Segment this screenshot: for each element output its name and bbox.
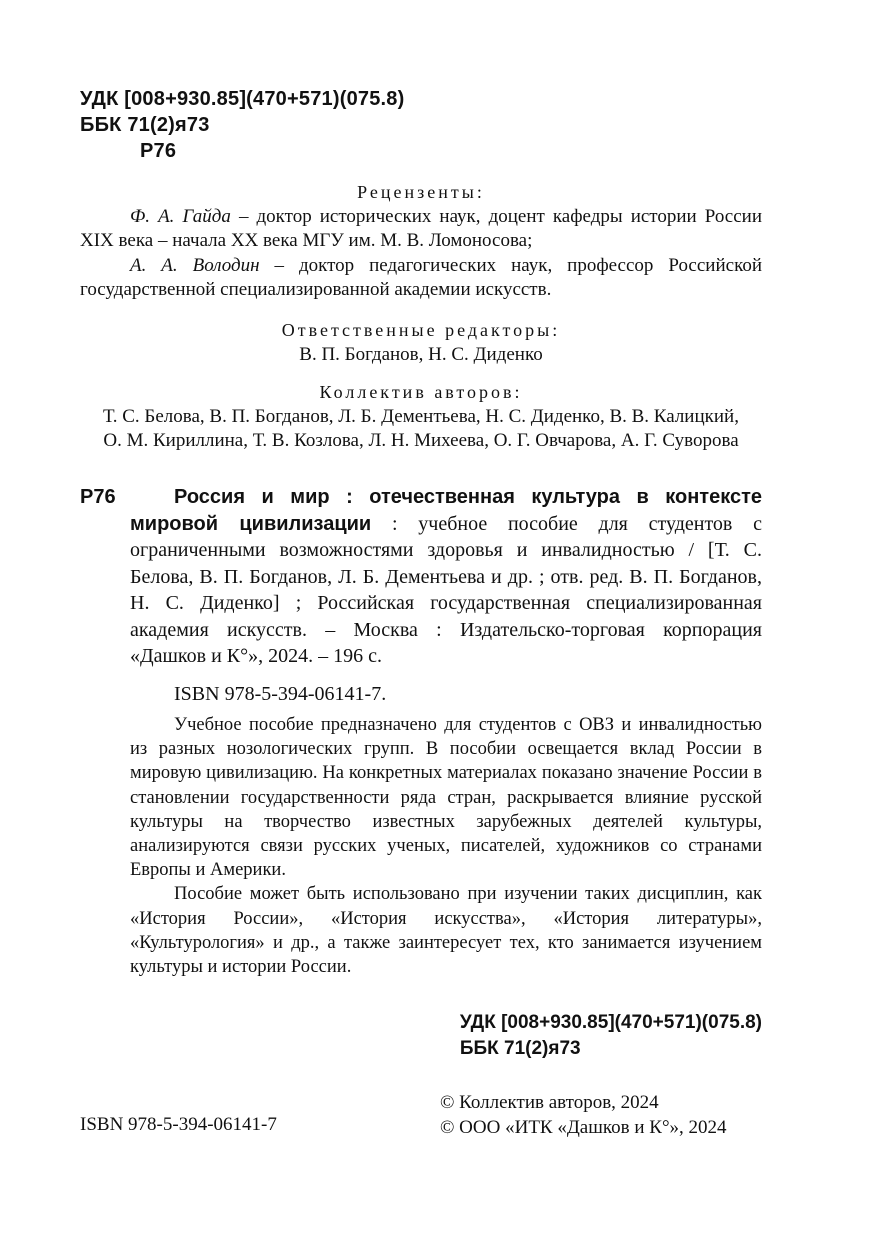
authors-heading: Коллектив авторов: bbox=[319, 382, 523, 402]
bibliographic-entry bbox=[80, 484, 762, 670]
author-sign: Р76 bbox=[140, 140, 177, 162]
udk-code: УДК [008+930.85](470+571)(075.8) bbox=[80, 88, 405, 110]
annotation-paragraph: Пособие может быть использовано при изучении таких дисциплин, как «История России», «История искусства», «История литературы», «Культурология» и др., а также заинтересует тех, кто занимается изучением культуры и истории России. bbox=[130, 884, 762, 978]
reviewers-section bbox=[80, 180, 762, 303]
copyright-block bbox=[440, 1090, 727, 1140]
entry-isbn: ISBN 978-5-394-06141-7. bbox=[174, 683, 387, 705]
entry-code: Р76 bbox=[80, 486, 116, 508]
udk-code: УДК [008+930.85](470+571)(075.8) bbox=[459, 1012, 762, 1033]
reviewer-name: А. А. Володин bbox=[130, 254, 260, 276]
reviewer-item bbox=[80, 254, 762, 303]
bbk-code: ББК 71(2)я73 bbox=[459, 1038, 581, 1059]
book-title: Россия и мир : отечественная культура в контексте мировой цивилизации bbox=[130, 486, 762, 535]
editors-heading: Ответственные редакторы: bbox=[281, 320, 561, 340]
copyright-publisher: © ООО «ИТК «Дашков и К°», 2024 bbox=[440, 1117, 727, 1138]
reviewers-heading: Рецензенты: bbox=[357, 182, 485, 202]
reviewer-item bbox=[80, 205, 762, 254]
annotation-paragraph: Учебное пособие предназначено для студентов с ОВЗ и инвалидностью из разных нозологических групп. В пособии освещается вклад России в мировую цивилизацию. На конкретных материалах показано значение России в становлении государственности ряда стран, раскрывается влияние русской культуры на творчество известных зарубежных деятелей культуры, анализируются связи русских ученых, писателей, художников со странами Европы и Америки. bbox=[130, 715, 762, 881]
reviewer-description: – доктор педагогических наук, профессор Российской государственной специализированной академии искусств. bbox=[80, 254, 762, 300]
reviewer-name: Ф. А. Гайда bbox=[130, 205, 231, 227]
classification-codes-top bbox=[80, 86, 405, 164]
bbk-code: ББК 71(2)я73 bbox=[80, 114, 210, 136]
editors-names: В. П. Богданов, Н. С. Диденко bbox=[299, 343, 543, 365]
entry-body-text: : учебное пособие для студентов с ограниченными возможностями здоровья и инвалидностью / [Т. С. Белова, В. П. Богданов, Л. Б. Дементьева и др. ; отв. ред. В. П. Богданов, Н. С. Диденко] ; Российская государственная специализированная академия искусств. – Москва : Издательско-торговая корпорация «Дашков и К°», 2024. – 196 с. bbox=[130, 512, 762, 667]
isbn-bottom: ISBN 978-5-394-06141-7 bbox=[80, 1114, 277, 1135]
authors-line: О. М. Кириллина, Т. В. Козлова, Л. Н. Михеева, О. Г. Овчарова, А. Г. Суворова bbox=[103, 430, 739, 451]
reviewer-description: – доктор исторических наук, доцент кафедры истории России XIX века – начала XX века МГУ им. М. В. Ломоносова; bbox=[80, 205, 762, 251]
annotation bbox=[130, 713, 762, 979]
classification-codes-bottom bbox=[460, 1010, 762, 1062]
authors-line: Т. С. Белова, В. П. Богданов, Л. Б. Дементьева, Н. С. Диденко, В. В. Калицкий, bbox=[103, 405, 739, 427]
editors-section bbox=[80, 318, 762, 367]
copyright-authors: © Коллектив авторов, 2024 bbox=[440, 1092, 659, 1113]
authors-section bbox=[80, 380, 762, 454]
entry-description bbox=[130, 484, 762, 670]
